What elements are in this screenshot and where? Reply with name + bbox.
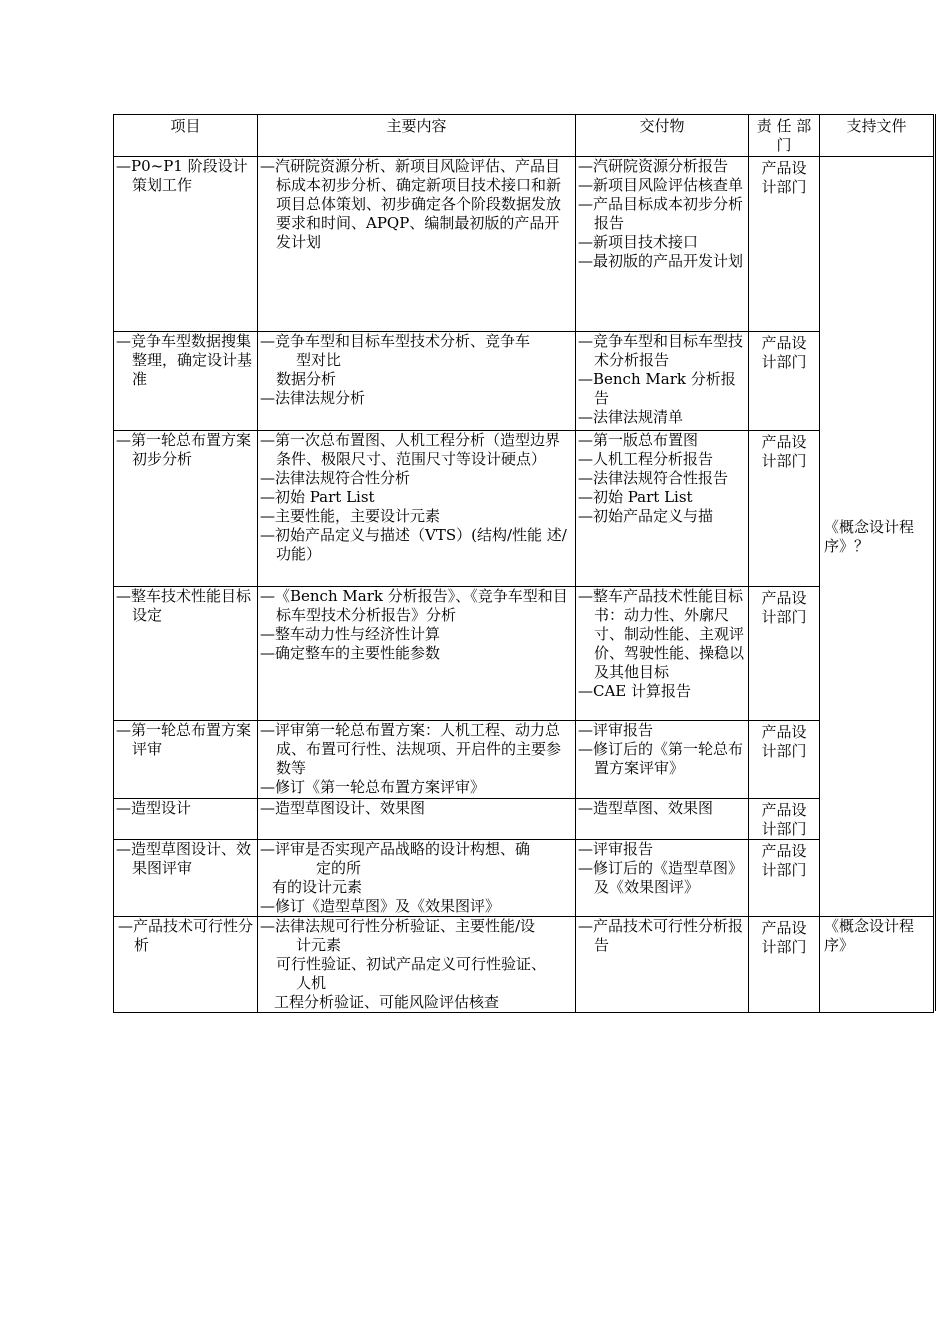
item-cell: [114, 157, 258, 332]
content-line: —法律法规可行性分析验证、主要性能/设: [260, 917, 536, 935]
table-row: [114, 431, 934, 587]
content-line: 数据分析: [276, 370, 337, 388]
content-line: —初始 Part List: [260, 488, 375, 506]
table-row: [114, 917, 934, 1013]
dept-cell: 产品设计部门: [749, 587, 820, 721]
content-line: —法律法规分析: [260, 389, 366, 407]
header-dept: 责 任 部门: [749, 115, 820, 157]
content-line: —初始产品定义与描述（VTS）(结构/性能 述/功能）: [260, 526, 567, 563]
deliverables-cell: [576, 332, 749, 431]
dept-cell: 产品设计部门: [749, 917, 820, 1013]
deliverables-cell: [576, 917, 749, 1013]
deliverables-cell: [576, 840, 749, 917]
table-outer-border: [935, 114, 936, 1011]
content-line: —主要性能，主要设计元素: [260, 507, 441, 525]
deliverable-line: —产品技术可行性分析报告: [578, 917, 744, 954]
content-line: —整车动力性与经济性计算: [260, 625, 441, 643]
table-row: [114, 157, 934, 332]
item-cell: —竞争车型数据搜集整理，确定设计基准: [114, 332, 258, 431]
item-cell: —第一轮总布置方案评审: [114, 721, 258, 799]
content-line: —竞争车型和目标车型技术分析、竞争车: [260, 332, 531, 350]
deliverables-cell: [576, 587, 749, 721]
item-cell: —第一轮总布置方案初步分析: [114, 431, 258, 587]
content-line: 计元素: [296, 936, 342, 954]
deliverables-cell: —造型草图、效果图: [576, 799, 749, 840]
deliverable-line: —新项目技术接口: [578, 233, 699, 251]
content-line: —修订《造型草图》及《效果图评》: [260, 897, 501, 915]
item-line: 策划工作: [132, 176, 193, 194]
content-line: —修订《第一轮总布置方案评审》: [260, 778, 486, 796]
support-cell: 《概念设计程序》: [820, 917, 934, 1013]
table-row: [114, 721, 934, 799]
table-row: [114, 799, 934, 840]
dept-cell: 产品设计部门: [749, 332, 820, 431]
deliverables-cell: [576, 157, 749, 332]
deliverable-line: —修订后的《第一轮总布置方案评审》: [578, 740, 744, 777]
content-line: —汽研院资源分析、新项目风险评估、产品目标成本初步分析、确定新项目技术接口和新项目总体策划、初步确定各个阶段数据发放要求和时间、APQP、编制最初版的产品开发计划: [260, 157, 562, 251]
support-cell: 《概念设计程序》？: [820, 157, 934, 917]
deliverable-line: —修订后的《造型草图》及《效果图评》: [578, 859, 744, 896]
content-line: —《Bench Mark 分析报告》、《竞争车型和目标车型技术分析报告》分析: [260, 587, 568, 624]
content-cell: [258, 332, 576, 431]
content-cell: —造型草图设计、效果图: [258, 799, 576, 840]
content-line: 人机: [296, 974, 327, 992]
deliverable-line: —最初版的产品开发计划: [578, 252, 744, 270]
deliverables-cell: [576, 431, 749, 587]
deliverable-line: —评审报告: [578, 721, 654, 739]
content-cell: [258, 157, 576, 332]
table-row: [114, 840, 934, 917]
content-line: 定的所: [316, 859, 362, 877]
content-cell: [258, 431, 576, 587]
dept-cell: 产品设计部门: [749, 157, 820, 332]
deliverable-line: —法律法规符合性报告: [578, 469, 729, 487]
dept-cell: 产品设计部门: [749, 799, 820, 840]
item-cell: —造型草图设计、效果图评审: [114, 840, 258, 917]
item-cell: —产品技术可行性分析: [114, 917, 258, 1013]
table-header-row: [114, 115, 934, 157]
content-line: 工程分析验证、可能风险评估核查: [274, 993, 500, 1011]
deliverable-line: —初始 Part List: [578, 488, 693, 506]
process-table: [113, 114, 934, 1013]
deliverable-line: —法律法规清单: [578, 408, 684, 426]
header-item: 项目: [114, 115, 258, 157]
content-line: 可行性验证、初试产品定义可行性验证、: [276, 955, 547, 973]
content-line: 有的设计元素: [272, 878, 363, 896]
content-line: —确定整车的主要性能参数: [260, 644, 441, 662]
dept-cell: 产品设计部门: [749, 840, 820, 917]
deliverable-line: —新项目风险评估核查单: [578, 176, 744, 194]
deliverable-line: —初始产品定义与描: [578, 507, 714, 525]
deliverable-line: —汽研院资源分析报告: [578, 157, 729, 175]
deliverable-line: —评审报告: [578, 840, 654, 858]
content-line: —评审第一轮总布置方案：人机工程、动力总成、布置可行性、法规项、开启件的主要参数等: [260, 721, 562, 777]
dept-cell: 产品设计部门: [749, 431, 820, 587]
dept-cell: 产品设计部门: [749, 721, 820, 799]
deliverable-line: —第一版总布置图: [578, 431, 699, 449]
content-cell: [258, 840, 576, 917]
deliverable-line: —竞争车型和目标车型技术分析报告: [578, 332, 744, 369]
header-content: 主要内容: [258, 115, 576, 157]
content-cell: [258, 587, 576, 721]
content-line: —评审是否实现产品战略的设计构想、确: [260, 840, 531, 858]
item-line: —P0~P1 阶段设计: [116, 157, 248, 175]
content-cell: [258, 917, 576, 1013]
deliverable-line: —Bench Mark 分析报告: [578, 370, 736, 407]
header-support: 支持文件: [820, 115, 934, 157]
deliverable-line: —整车产品技术性能目标书：动力性、外廓尺寸、制动性能、主观评价、驾驶性能、操稳以及其他目标: [578, 587, 745, 681]
header-deliverables: 交付物: [576, 115, 749, 157]
table-row: [114, 587, 934, 721]
item-cell: —造型设计: [114, 799, 258, 840]
deliverables-cell: [576, 721, 749, 799]
deliverable-line: —人机工程分析报告: [578, 450, 714, 468]
content-cell: [258, 721, 576, 799]
content-line: —第一次总布置图、人机工程分析（造型边界条件、极限尺寸、范围尺寸等设计硬点）: [260, 431, 561, 468]
deliverable-line: —产品目标成本初步分析报告: [578, 195, 744, 232]
table-row: [114, 332, 934, 431]
content-line: —法律法规符合性分析: [260, 469, 411, 487]
item-cell: —整车技术性能目标设定: [114, 587, 258, 721]
deliverable-line: —CAE 计算报告: [578, 682, 692, 700]
content-line: 型对比: [296, 351, 342, 369]
